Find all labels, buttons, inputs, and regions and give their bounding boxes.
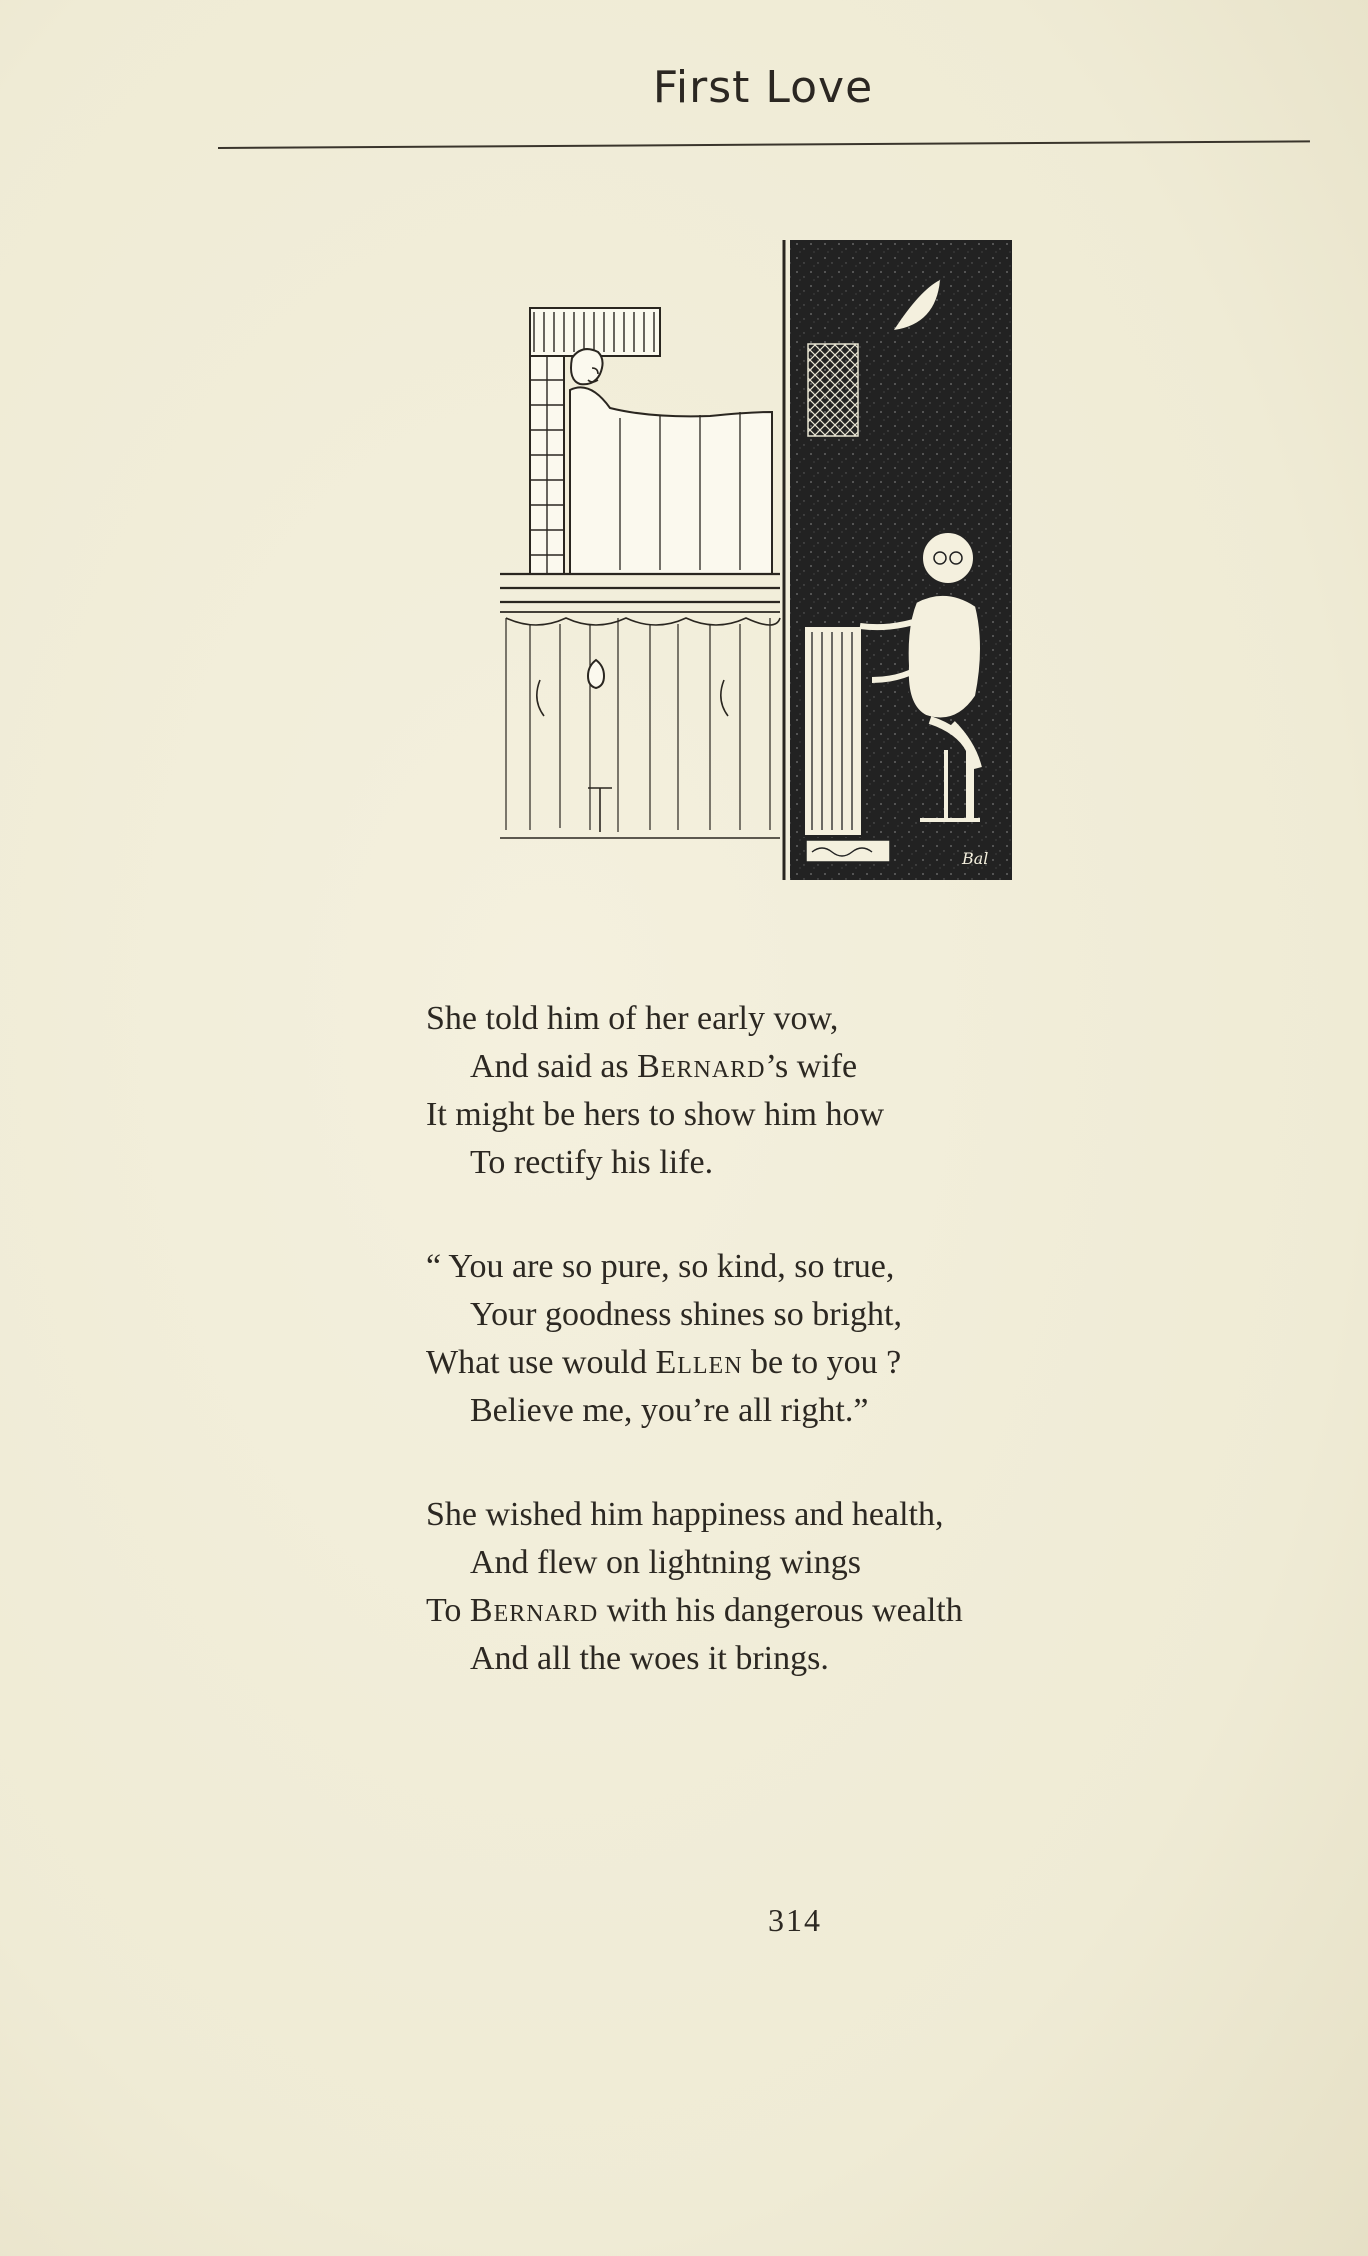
line-text: It might be hers to show him how bbox=[426, 1096, 885, 1133]
poem-line bbox=[426, 1539, 1186, 1587]
line-text: “ You are so pure, so kind, so true, bbox=[426, 1248, 895, 1285]
artist-signature: Bal bbox=[962, 849, 989, 868]
line-text: And flew on lightning wings bbox=[470, 1544, 861, 1581]
line-text: Believe me, you’re all right.” bbox=[470, 1392, 869, 1429]
line-text: And said as bbox=[470, 1048, 638, 1085]
poem-line bbox=[426, 1387, 1186, 1435]
stanza bbox=[426, 1243, 1186, 1435]
poem-line bbox=[426, 1091, 1186, 1139]
poem-line bbox=[426, 1139, 1186, 1187]
poem-line bbox=[426, 1491, 1186, 1539]
poem-line bbox=[426, 1587, 1186, 1635]
line-text: She told him of her early vow, bbox=[426, 1000, 839, 1037]
proper-name: Bernard bbox=[469, 1592, 599, 1629]
poem-line bbox=[426, 1243, 1186, 1291]
poem-line bbox=[426, 1043, 1186, 1091]
proper-name: Ellen bbox=[655, 1344, 743, 1381]
line-text: She wished him happiness and health, bbox=[426, 1496, 944, 1533]
page-number: 314 bbox=[768, 1902, 822, 1938]
stanza bbox=[426, 995, 1186, 1187]
line-text: ’s wife bbox=[765, 1048, 858, 1085]
header-rule bbox=[218, 140, 1310, 149]
stanza bbox=[426, 1491, 1186, 1683]
proper-name: Bernard bbox=[637, 1048, 766, 1085]
poem bbox=[426, 995, 1186, 1683]
bedroom-panel bbox=[500, 308, 780, 838]
poem-line bbox=[426, 1339, 1186, 1387]
poem-line bbox=[426, 1291, 1186, 1339]
line-text: be to you ? bbox=[742, 1344, 902, 1381]
line-text: To bbox=[426, 1592, 470, 1629]
line-text: And all the woes it brings. bbox=[470, 1640, 829, 1677]
line-text: with his dangerous wealth bbox=[598, 1592, 963, 1629]
line-text: Your goodness shines so bright, bbox=[470, 1296, 902, 1333]
illustration bbox=[500, 240, 1040, 880]
night-panel bbox=[790, 240, 1012, 880]
running-title: First Love bbox=[652, 62, 874, 113]
poem-line bbox=[426, 995, 1186, 1043]
poem-line bbox=[426, 1635, 1186, 1683]
line-text: What use would bbox=[426, 1344, 656, 1381]
line-text: To rectify his life. bbox=[470, 1144, 714, 1181]
